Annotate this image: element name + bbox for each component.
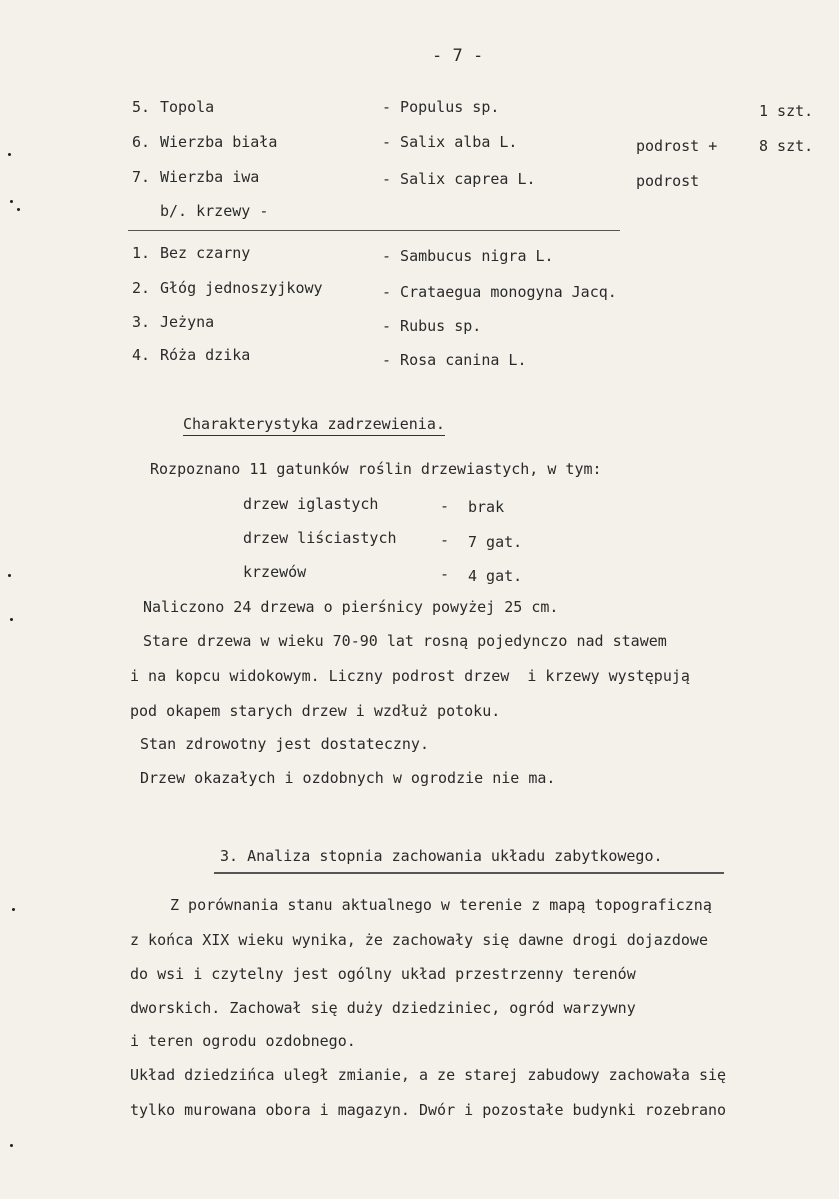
- tree-note: podrost: [636, 172, 700, 190]
- paragraph-line: Naliczono 24 drzewa o pierśnicy powyżej 25 cm.: [143, 598, 559, 616]
- divider-line: [128, 230, 620, 231]
- shrub-number: 4.: [132, 346, 151, 364]
- paragraph-line: z końca XIX wieku wynika, że zachowały się dawne drogi dojazdowe: [130, 931, 708, 949]
- paragraph-line: i na kopcu widokowym. Liczny podrost drzew i krzewy występują: [130, 667, 690, 685]
- stat-dash: -: [440, 565, 450, 583]
- stat-value: 4 gat.: [468, 567, 523, 585]
- tree-name: Topola: [160, 98, 215, 116]
- shrub-latin: - Rosa canina L.: [382, 351, 527, 369]
- tree-number: 5.: [132, 98, 151, 116]
- page-number: - 7 -: [432, 46, 484, 66]
- margin-mark: [10, 618, 13, 621]
- paragraph-line: Drzew okazałych i ozdobnych w ogrodzie nie ma.: [140, 769, 556, 787]
- stat-value: brak: [468, 498, 505, 516]
- margin-mark: [10, 200, 13, 203]
- shrub-name: Róża dzika: [160, 346, 251, 364]
- tree-latin: - Salix caprea L.: [382, 170, 536, 188]
- paragraph-line: tylko murowana obora i magazyn. Dwór i pozostałe budynki rozebrano: [130, 1101, 727, 1119]
- tree-qty: 1 szt.: [759, 102, 814, 120]
- shrub-latin: - Crataegua monogyna Jacq.: [382, 283, 617, 301]
- tree-name: Wierzba biała: [160, 133, 278, 151]
- shrub-number: 2.: [132, 279, 151, 297]
- section-title-underline: [214, 872, 724, 874]
- margin-mark: [8, 153, 11, 156]
- stat-value: 7 gat.: [468, 533, 523, 551]
- tree-qty: 8 szt.: [759, 137, 814, 155]
- margin-mark: [17, 208, 20, 211]
- stat-label: krzewów: [243, 563, 307, 581]
- section-title-characteristics: Charakterystyka zadrzewienia.: [183, 417, 445, 436]
- shrub-name: Jeżyna: [160, 313, 215, 331]
- paragraph-line: Układ dziedzińca uległ zmianie, a ze starej zabudowy zachowała się: [130, 1066, 727, 1084]
- paragraph-line: Z porównania stanu aktualnego w terenie z mapą topograficzną: [170, 896, 712, 914]
- shrub-number: 3.: [132, 313, 151, 331]
- shrub-number: 1.: [132, 244, 151, 262]
- shrub-name: Głóg jednoszyjkowy: [160, 279, 323, 297]
- tree-number: 7.: [132, 168, 151, 186]
- margin-mark: [8, 574, 11, 577]
- paragraph-line: dworskich. Zachował się duży dziedziniec, ogród warzywny: [130, 999, 636, 1017]
- stat-label: drzew liściastych: [243, 529, 397, 547]
- tree-number: 6.: [132, 133, 151, 151]
- section-title-analysis: 3. Analiza stopnia zachowania układu zabytkowego.: [220, 847, 663, 865]
- paragraph-line: pod okapem starych drzew i wzdłuż potoku.: [130, 702, 501, 720]
- paragraph-line: do wsi i czytelny jest ogólny układ przestrzenny terenów: [130, 965, 636, 983]
- margin-mark: [10, 1144, 13, 1147]
- shrub-name: Bez czarny: [160, 244, 251, 262]
- tree-latin: - Populus sp.: [382, 98, 500, 116]
- shrub-latin: - Rubus sp.: [382, 317, 482, 335]
- shrubs-heading: b/. krzewy -: [160, 202, 269, 220]
- shrub-latin: - Sambucus nigra L.: [382, 247, 554, 265]
- paragraph-line: Stare drzewa w wieku 70-90 lat rosną pojedynczo nad stawem: [143, 632, 667, 650]
- margin-mark: [12, 908, 15, 911]
- tree-note: podrost +: [636, 137, 718, 155]
- paragraph-line: Stan zdrowotny jest dostateczny.: [140, 735, 429, 753]
- tree-name: Wierzba iwa: [160, 168, 260, 186]
- stat-dash: -: [440, 497, 450, 515]
- stat-dash: -: [440, 531, 450, 549]
- paragraph-line: Rozpoznano 11 gatunków roślin drzewiastych, w tym:: [150, 460, 602, 478]
- paragraph-line: i teren ogrodu ozdobnego.: [130, 1032, 356, 1050]
- tree-latin: - Salix alba L.: [382, 133, 518, 151]
- stat-label: drzew iglastych: [243, 495, 379, 513]
